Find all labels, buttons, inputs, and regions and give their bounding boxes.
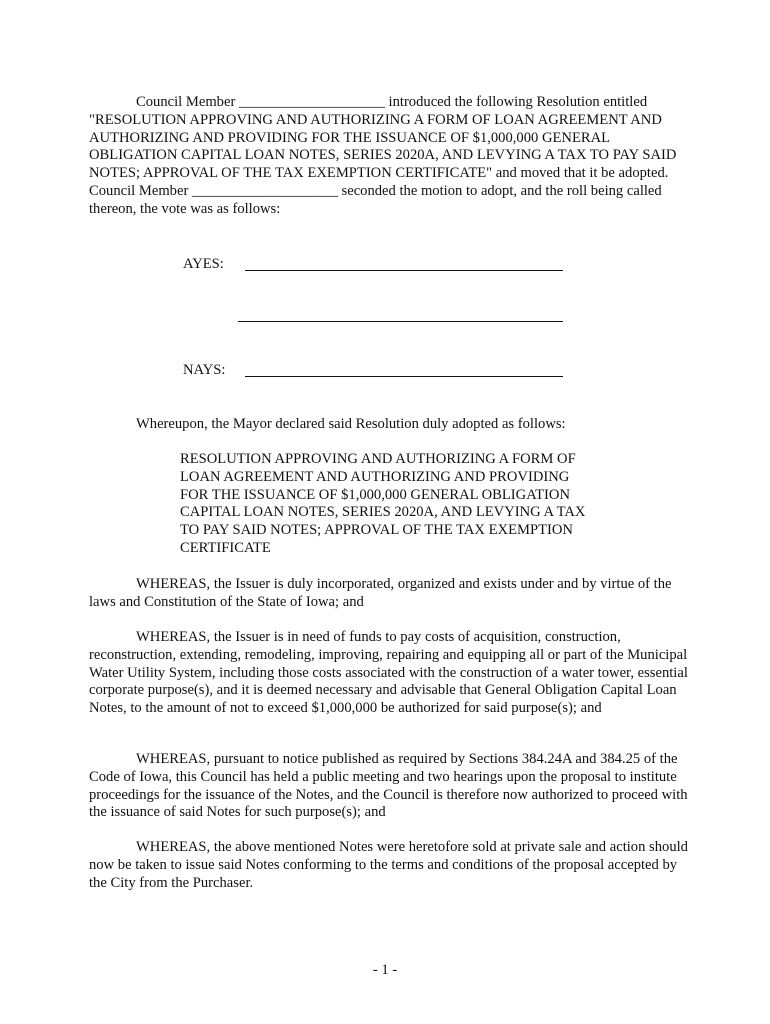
nays-label: NAYS: [183, 362, 226, 378]
intro-paragraph: Council Member ____________________ introduced the following Resolution entitled "RESOLUTION APPROVING AND AUTHORIZING A FORM OF LOAN AGREEMENT AND AUTHORIZING AND PROVIDING FOR THE ISSUANCE OF $1,000,000 GENERAL OBLIGATION CAPITAL LOAN NOTES, SERIES 2020A, AND LEVYING A TAX TO PAY SAID NOTES; APPROVAL OF THE TAX EXEMPTION CERTIFICATE" and moved that it be adopted. Council Member ____________________ seconded the motion to adopt, and the roll being called thereon, the vote was as follows: [89, 94, 677, 217]
ayes-signature-line [245, 270, 563, 271]
ayes-row [183, 256, 583, 276]
ayes-signature-line-2 [238, 321, 563, 322]
whereas-paragraph: WHEREAS, the Issuer is in need of funds to pay costs of acquisition, construction, reconstruction, extending, remodeling, improving, repairing and equipping all or part of the Municipal Water Utility System, including those costs associated with the construction of a water tower, essential corporate purpose(s), and it is deemed necessary and advisable that General Obligation Capital Loan Notes, to the amount of not to exceed $1,000,000 be authorized for said purpose(s); and [89, 629, 688, 717]
whereupon-paragraph: Whereupon, the Mayor declared said Resolution duly adopted as follows: [136, 416, 566, 432]
resolution-title: RESOLUTION APPROVING AND AUTHORIZING A FORM OF LOAN AGREEMENT AND AUTHORIZING AND PROVIDING FOR THE ISSUANCE OF $1,000,000 GENERAL OBLIGATION CAPITAL LOAN NOTES, SERIES 2020A, AND LEVYING A TAX TO PAY SAID NOTES; APPROVAL OF THE TAX EXEMPTION CERTIFICATE [180, 451, 586, 556]
ayes-continuation-row [183, 307, 583, 327]
page-number: - 1 - [372, 962, 398, 978]
nays-signature-line [245, 376, 563, 377]
nays-row [183, 362, 583, 382]
whereas-paragraph: WHEREAS, pursuant to notice published as required by Sections 384.24A and 384.25 of the Code of Iowa, this Council has held a public meeting and two hearings upon the proposal to institute proceedings for the issuance of the Notes, and the Council is therefore now authorized to proceed with the issuance of said Notes for such purpose(s); and [89, 751, 688, 821]
ayes-label: AYES: [183, 256, 224, 272]
whereas-paragraph: WHEREAS, the above mentioned Notes were heretofore sold at private sale and action should now be taken to issue said Notes conforming to the terms and conditions of the proposal accepted by the City from the Purchaser. [89, 839, 688, 891]
whereas-paragraph: WHEREAS, the Issuer is duly incorporated, organized and exists under and by virtue of the laws and Constitution of the State of Iowa; and [89, 576, 672, 610]
